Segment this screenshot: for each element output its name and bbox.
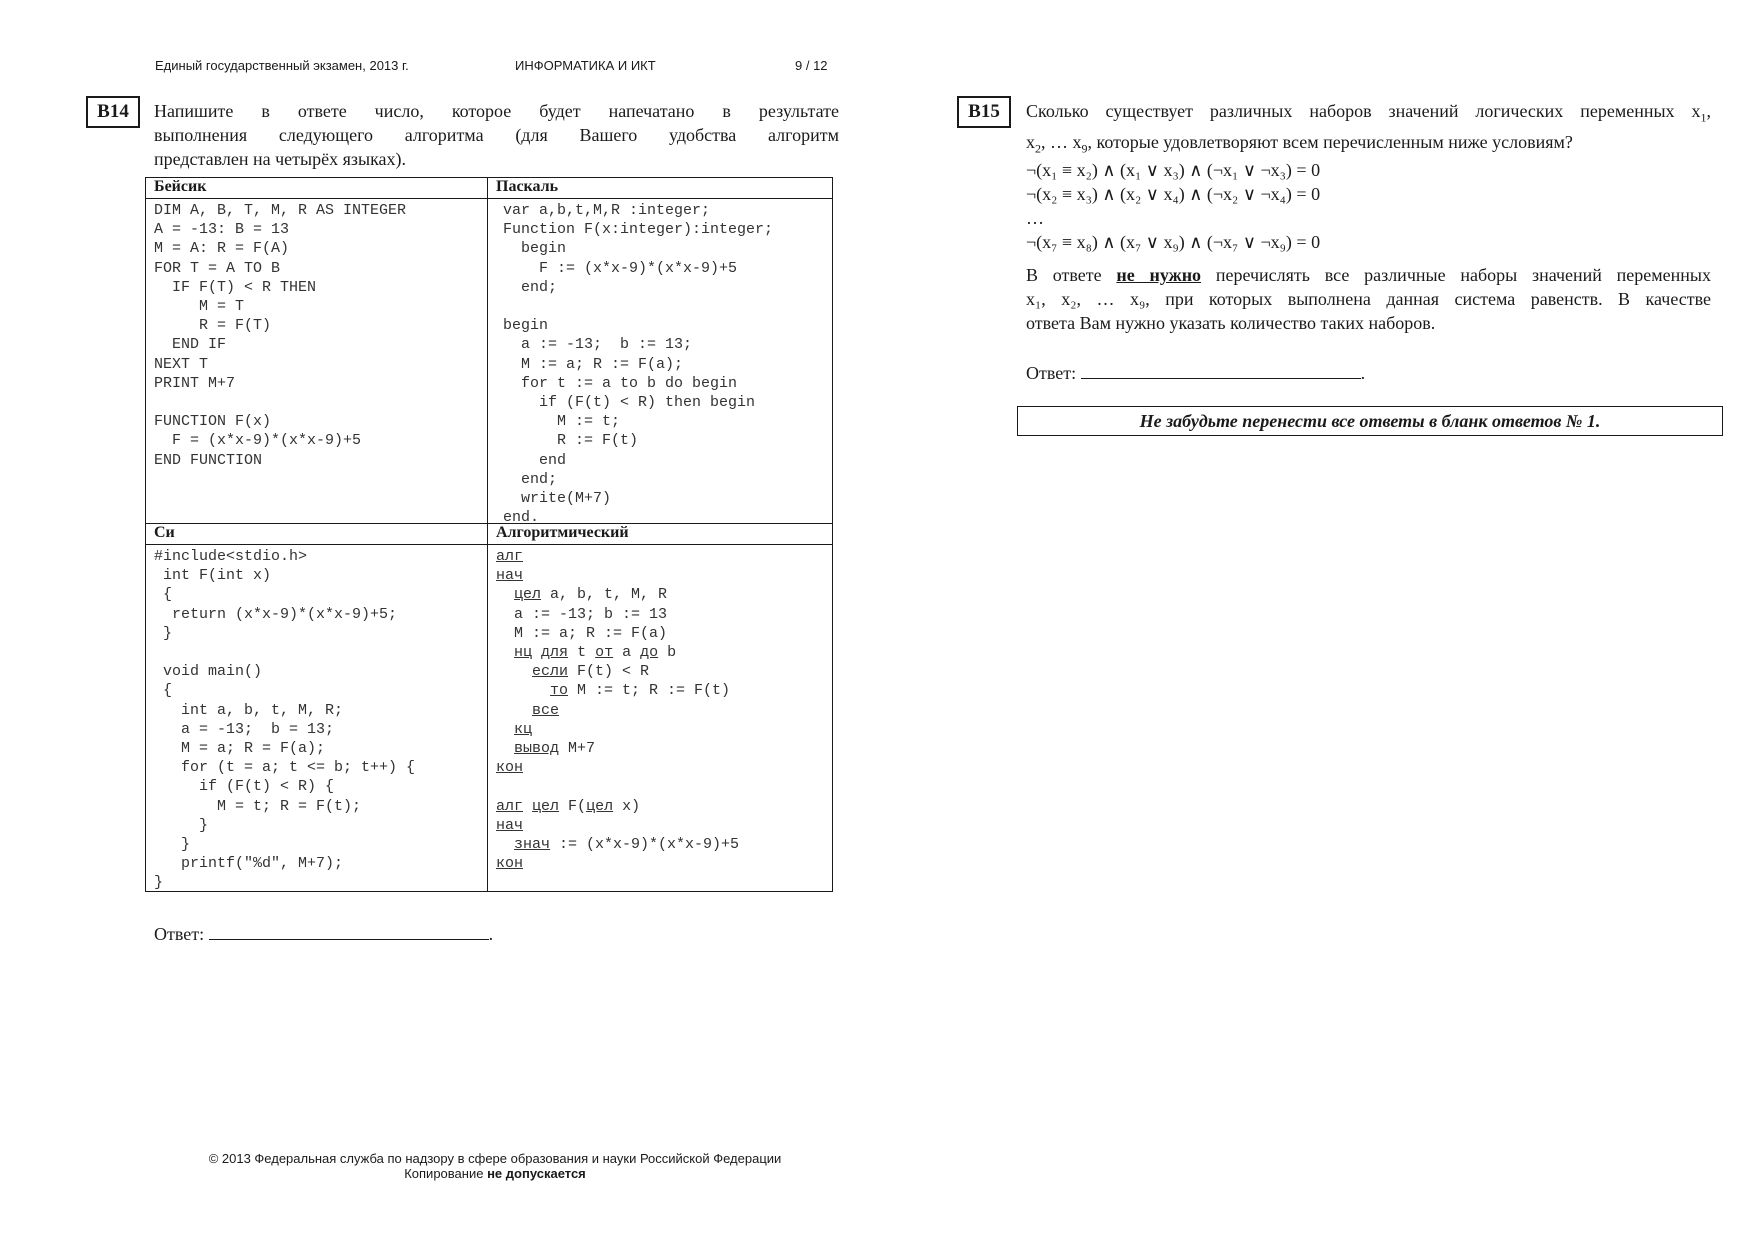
prompt-line — [1026, 130, 1711, 161]
prompt-sub: 1 — [1700, 110, 1707, 125]
algo-keyword: кон — [496, 759, 524, 777]
algo-keyword: то — [550, 682, 569, 700]
algo-keyword: от — [595, 644, 614, 662]
task-b15-label: B15 — [957, 96, 1011, 128]
lang-title-c: Си — [154, 524, 175, 541]
code-basic: DIM A, B, T, M, R AS INTEGER A = -13: B = 13 M = A: R = F(A) FOR T = A TO B IF F(T) < R THEN M = T R = F(T) END IF NEXT T PRINT M+7 FUNCTION F(x) F = (x*x-9)*(x*x-9)+5 END FUNCTION — [154, 202, 407, 469]
header-subject: ИНФОРМАТИКА И ИКТ — [515, 58, 656, 73]
lang-title-pascal: Паскаль — [496, 178, 559, 195]
header-page: 9 / 12 — [795, 58, 828, 73]
algo-line — [496, 797, 739, 816]
task-b14-prompt — [154, 99, 839, 171]
algo-text: M+7 — [559, 740, 596, 758]
algo-line — [496, 605, 739, 624]
algo-line — [496, 566, 739, 585]
algo-text — [496, 702, 532, 719]
algo-text: M := t; R := F(t) — [568, 682, 731, 700]
answer-field[interactable] — [1081, 360, 1361, 379]
code-pascal: var a,b,t,M,R :integer; Function F(x:integer):integer; begin F := (x*x-9)*(x*x-9)+5 end; begin a := -13; b := 13; M := a; R := F(a); for t := a to b do begin if (F(t) < R) then begin M := t; R := F(t) end end; write(M+7) end. — [503, 202, 774, 527]
algo-keyword: цел — [532, 797, 560, 815]
algo-text — [496, 644, 514, 661]
algo-keyword: кон — [496, 855, 524, 873]
footer — [145, 1151, 845, 1181]
answer-field[interactable] — [209, 921, 489, 940]
b14-answer: Ответ: . — [154, 921, 493, 946]
algo-keyword: нач — [496, 567, 524, 585]
note-line: x₁, x₂, … x₉, при которых выполнена данная система равенств. В качестве — [1026, 289, 1711, 309]
algo-keyword: цел — [586, 797, 614, 815]
algo-line — [496, 854, 739, 873]
equation: ¬(x₇ ≡ x₈) ∧ (x₇ ∨ x₉) ∧ (¬x₇ ∨ ¬x₉) = 0 — [1026, 232, 1321, 252]
footer-copy-emph: не допускается — [487, 1166, 586, 1181]
note-line — [1026, 263, 1711, 287]
table-header-rule-top — [146, 198, 832, 199]
prompt-sub: 2 — [1035, 141, 1041, 156]
algo-line — [496, 835, 739, 854]
algo-text — [496, 682, 550, 699]
algo-line — [496, 720, 739, 739]
algo-text: a, b, t, M, R — [541, 586, 668, 604]
prompt-line: Сколько существует различных наборов значений логических переменных $x_1$, — [1026, 101, 1711, 125]
algo-keyword: кц — [514, 720, 533, 738]
reminder-text: Не забудьте перенести все ответы в бланк ответов № 1. — [1139, 411, 1601, 431]
lang-title-basic: Бейсик — [154, 178, 207, 195]
answer-label: Ответ: — [154, 924, 205, 944]
equation: ¬(x₂ ≡ x₃) ∧ (x₂ ∨ x₄) ∧ (¬x₂ ∨ ¬x₄) = 0 — [1026, 184, 1321, 204]
algo-line — [496, 739, 739, 758]
algo-keyword: нц — [514, 644, 533, 662]
algo-line — [496, 624, 739, 643]
algo-text — [496, 663, 532, 680]
algo-text: a := -13; b := 13 — [496, 605, 668, 623]
reminder-box — [1017, 406, 1723, 436]
algo-keyword: все — [532, 701, 560, 719]
algo-keyword: для — [541, 644, 569, 662]
algo-keyword: цел — [514, 586, 542, 604]
note-emphasis: не нужно — [1116, 265, 1202, 285]
algo-text: b — [658, 644, 677, 662]
table-header-rule-bottom — [146, 544, 832, 545]
b15-equations — [1026, 158, 1320, 254]
algo-line — [496, 643, 739, 662]
algo-text — [496, 740, 514, 757]
algo-line — [496, 701, 739, 720]
algo-text: t — [568, 644, 596, 662]
code-table — [145, 177, 833, 892]
footer-line1: © 2013 Федеральная служба по надзору в сфере образования и науки Российской Федерации — [208, 1151, 782, 1166]
algo-text — [496, 836, 514, 853]
algo-text: := (x*x-9)*(x*x-9)+5 — [550, 836, 740, 854]
footer-copy: Копирование — [404, 1166, 484, 1181]
b15-note — [1026, 263, 1711, 335]
algo-line — [496, 758, 739, 777]
algo-keyword: если — [532, 663, 569, 681]
algo-text — [523, 798, 532, 815]
equation: … — [1026, 208, 1044, 228]
code-algo — [496, 547, 739, 873]
answer-label: Ответ: — [1026, 363, 1077, 383]
algo-keyword: знач — [514, 836, 551, 854]
algo-text — [496, 721, 514, 738]
header-exam: Единый государственный экзамен, 2013 г. — [155, 58, 409, 73]
algo-line — [496, 777, 739, 796]
code-c: #include<stdio.h> int F(int x) { return (x*x-9)*(x*x-9)+5; } void main() { int a, b, t, M, R; a = -13; b = 13; M = a; R = F(a); for (t = a; t <= b; t++) { if (F(t) < R) { M = t; R = F(t); } } printf("%d", M+7); } — [154, 548, 416, 892]
table-vertical-divider — [487, 178, 488, 891]
prompt-line: представлен на четырёх языках). — [154, 149, 407, 169]
algo-text — [496, 586, 514, 603]
task-b15-prompt — [1026, 99, 1711, 160]
algo-line — [496, 662, 739, 681]
prompt-line: Напишите в ответе число, которое будет напечатано в результате — [154, 101, 839, 121]
algo-line — [496, 816, 739, 835]
prompt-text: , которые удовлетворяют всем перечисленным ниже условиям? — [1087, 131, 1573, 152]
note-text: В ответе — [1026, 265, 1102, 285]
algo-text: a — [613, 644, 641, 662]
algo-keyword: алг — [496, 548, 524, 565]
algo-line — [496, 585, 739, 604]
algo-text: x) — [613, 797, 641, 815]
algo-keyword: вывод — [514, 740, 560, 758]
prompt-line: выполнения следующего алгоритма (для Вашего удобства алгоритм — [154, 125, 839, 145]
algo-text: F( — [559, 797, 587, 815]
algo-keyword: нач — [496, 816, 524, 834]
note-line: ответа Вам нужно указать количество таких наборов. — [1026, 313, 1436, 333]
algo-text: M := a; R := F(a) — [496, 624, 668, 642]
footer-line2 — [145, 1166, 845, 1181]
lang-title-algo: Алгоритмический — [496, 524, 629, 541]
algo-text — [532, 644, 541, 661]
algo-line — [496, 547, 739, 566]
b15-answer: Ответ: . — [1026, 360, 1365, 385]
task-b14-label: B14 — [86, 96, 140, 128]
prompt-text: , … x — [1041, 131, 1082, 152]
equation: ¬(x₁ ≡ x₂) ∧ (x₁ ∨ x₃) ∧ (¬x₁ ∨ ¬x₃) = 0 — [1026, 160, 1321, 180]
algo-keyword: до — [640, 644, 659, 662]
algo-line — [496, 681, 739, 700]
prompt-var: x — [1026, 131, 1035, 152]
prompt-sub: 9 — [1081, 141, 1088, 156]
prompt-text: Сколько существует различных наборов значений логических переменных x — [1026, 101, 1701, 121]
note-text: перечислять все различные наборы значений переменных — [1215, 265, 1712, 285]
algo-text: F(t) < R — [568, 663, 650, 681]
algo-keyword: алг — [496, 797, 524, 815]
